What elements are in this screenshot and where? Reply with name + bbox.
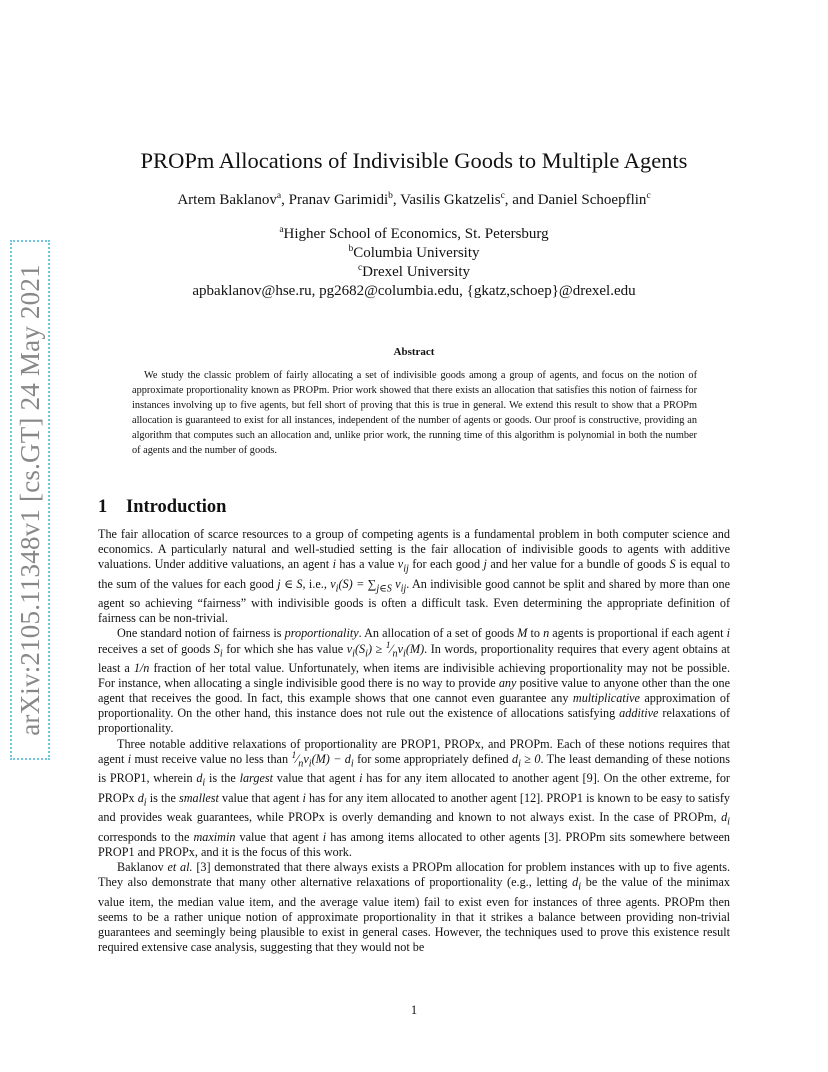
paragraph-1: [98, 527, 730, 626]
author-name: Vasilis Gkatzelis: [400, 192, 501, 208]
section-title: Introduction: [126, 497, 227, 517]
math-symbol: i: [332, 557, 336, 572]
text-run: be the value of the minimax value item, the median value item, and the average value item) fail to exist even for instances of three agents. PROPm then seems to be a rather unique notion of approximate proportionality in that it strikes a balance between providing non-trivial guarantees and seemingly being plausible to exist in general cases. However, the techniques used to prove this existence result required extensive case analysis, suggesting that they would not be: [98, 875, 731, 954]
text-run: receives a set of goods: [98, 641, 214, 656]
affiliation-mark: c: [357, 263, 363, 273]
author-name: Pranav Garimidi: [288, 192, 389, 208]
math-symbol: i: [359, 771, 363, 786]
text-run: relaxations of proportionality.: [98, 706, 731, 736]
text-run: Three notable additive relaxations of proportionality are PROP1, PROPx, and PROPm. Each of these notions requires that agent: [98, 736, 730, 766]
paragraph-2: [98, 626, 730, 736]
section-number: 1: [98, 497, 108, 517]
author-name: Daniel Schoepflin: [537, 192, 647, 208]
text-run: . An allocation of a set of goods: [358, 626, 518, 641]
text-run: for some appropriately defined: [353, 751, 512, 766]
text-run: . An indivisible good cannot be split and shared by more than one agent so achieving “fairness” with indivisible goods is often a difficult task. Even determining the appropriate definition of fairness can be non-trivial.: [98, 576, 730, 626]
math-symbol: S: [669, 557, 676, 572]
text-run: has for any item allocated to another agent [12]. PROP1 is known to be easy to satisfy and provides weak guarantees, while PROPx is overly demanding and known to not always exist. In the case of PROPm,: [98, 790, 730, 825]
abstract-heading: Abstract: [393, 346, 435, 358]
text-run: and her value for a bundle of goods: [486, 557, 670, 572]
math-formula: $^1⁄_nv_i(M) - d_i$: [291, 750, 354, 770]
math-symbol: i: [322, 829, 327, 844]
text-run: value that agent: [218, 790, 303, 805]
affiliation-mark: c: [500, 191, 505, 201]
author-name: Artem Baklanov: [177, 192, 277, 208]
affiliation-name: Drexel University: [362, 264, 471, 280]
author-list: [98, 190, 730, 210]
text-run: must receive value no less than: [131, 751, 292, 766]
page-number: 1: [410, 1003, 418, 1017]
math-symbol: 1/n: [133, 661, 150, 676]
affiliation-mark: c: [646, 191, 651, 201]
author-separator: ,: [281, 192, 289, 208]
affiliation-mark: a: [279, 225, 284, 235]
text-run: agents is proportional if each agent: [549, 626, 727, 641]
emphasis: proportionality: [284, 626, 359, 641]
text-run: fraction of her total value. Unfortunately, when items are indivisible achieving proportionality may not be possible. For instance, when allocating a single indivisible good there is no way to provide: [98, 661, 730, 691]
text-run: value that agent: [272, 771, 360, 786]
affiliation-line: [98, 225, 730, 244]
text-run: has a value: [335, 557, 398, 572]
emphasis: additive: [619, 706, 659, 721]
author-separator: , and: [504, 192, 538, 208]
math-symbol: i: [127, 751, 132, 766]
affiliation-line: [98, 263, 730, 282]
affiliation-mark: b: [348, 244, 354, 254]
abstract-text: We study the classic problem of fairly allocating a set of indivisible goods among a group of agents, and focus on the notion of approximate proportionality known as PROPm. Prior work showed that there exists an allocation that satisfies this notion of fairness for instances involving up to five agents, but fell short of proving that this is true in general. We extend this result to show that a PROPm allocation is guaranteed to exist for all instances, independent of the number of agents or goods. Our proof is constructive, providing an algorithm that computes such an allocation and, unlike prior work, the running time of this algorithm is polynomial in both the number of agents and the number of goods.: [132, 370, 697, 456]
text-run: has among items allocated to other agents [3]. PROPm sits somewhere between PROP1 and PROPx, and it is the focus of this work.: [98, 829, 731, 859]
emphasis: et al.: [167, 859, 193, 874]
body-text: [98, 527, 730, 955]
text-run: is the: [205, 771, 240, 786]
math-symbol: $S_i$: [213, 641, 223, 659]
text-run: positive value to anyone other than the one agent that receives the good. In fact, this example shows that one cannot even guarantee any: [98, 676, 730, 706]
text-run: is the: [146, 790, 179, 805]
text-run: [3] demonstrated that there always exists a PROPm allocation for problem instances with up to five agents. They also demonstrate that many other alternative relaxations of proportionality (e.g., letting: [98, 859, 731, 890]
affiliation-block: [98, 225, 730, 301]
paragraph-4: [98, 860, 730, 955]
emphasis: maximin: [193, 829, 236, 844]
text-run: One standard notion of fairness is: [117, 626, 285, 641]
math-formula: $v_i(S_i)$ ≥ $^1⁄_nv_i(M)$: [346, 640, 425, 659]
text-run: , i.e.,: [302, 576, 331, 591]
affiliation-name: Higher School of Economics, St. Petersburg: [283, 226, 549, 242]
math-symbol: $d_i$: [137, 790, 147, 809]
emphasis: largest: [239, 771, 273, 786]
text-run: is equal to the sum of the values for each good: [98, 557, 730, 591]
affiliation-line: [98, 244, 730, 263]
text-run: . In words, proportionality requires that every agent obtains at least a: [98, 641, 731, 676]
text-run: The fair allocation of scarce resources to a group of competing agents is a fundamental problem in both computer science and economics. A particularly natural and well-studied setting is the fair allocation of indivisible goods to agents with additive valuations. Under additive valuations, an agent: [98, 527, 730, 572]
math-formula: $v_i(S) = \sum_{j\in S}$ $v_{ij}$: [330, 576, 407, 595]
text-run: approximation of proportionality. On the other hand, this instance does not rule out the existence of allocations satisfying: [98, 691, 730, 721]
affiliation-name: Columbia University: [353, 245, 480, 261]
math-symbol: M: [517, 626, 528, 641]
math-symbol: $d_i$: [196, 771, 206, 789]
text-run: Baklanov: [117, 859, 168, 874]
affiliation-mark: a: [276, 191, 282, 201]
emphasis: multiplicative: [572, 691, 640, 706]
paper-title: PROPm Allocations of Indivisible Goods to Multiple Agents: [140, 148, 688, 173]
author-separator: ,: [392, 192, 401, 208]
text-run: has for any item allocated to another agent [9]. On the other extreme, for PROPx: [98, 771, 730, 805]
math-symbol: n: [543, 626, 550, 641]
text-run: for which she has value: [222, 641, 347, 656]
math-symbol: $d_i$: [572, 875, 582, 893]
text-run: to: [527, 626, 544, 641]
stamp-text: arXiv:2105.11348v1 [cs.GT] 24 May 2021: [15, 264, 45, 736]
emphasis: any: [498, 676, 517, 691]
math-symbol: $d_i \ge 0$: [512, 751, 541, 770]
math-symbol: j ∈ S: [277, 576, 303, 591]
math-symbol: j: [483, 557, 487, 572]
text-run: . The least demanding of these notions is PROP1, wherein: [98, 751, 730, 786]
text-run: value that agent: [235, 829, 323, 844]
text-run: corresponds to the: [98, 829, 194, 844]
math-symbol: i: [302, 790, 306, 805]
section-heading: [98, 497, 226, 518]
email-line[interactable]: apbaklanov@hse.ru, pg2682@columbia.edu, {gkatz,schoep}@drexel.edu: [192, 283, 636, 299]
paragraph-3: [98, 737, 730, 860]
affiliation-mark: b: [388, 191, 393, 201]
math-symbol: i: [726, 626, 730, 641]
math-symbol: $d_i$: [721, 810, 730, 828]
emphasis: smallest: [178, 790, 219, 805]
math-symbol: $v_{ij}$: [397, 557, 409, 575]
text-run: for each good: [408, 557, 484, 572]
